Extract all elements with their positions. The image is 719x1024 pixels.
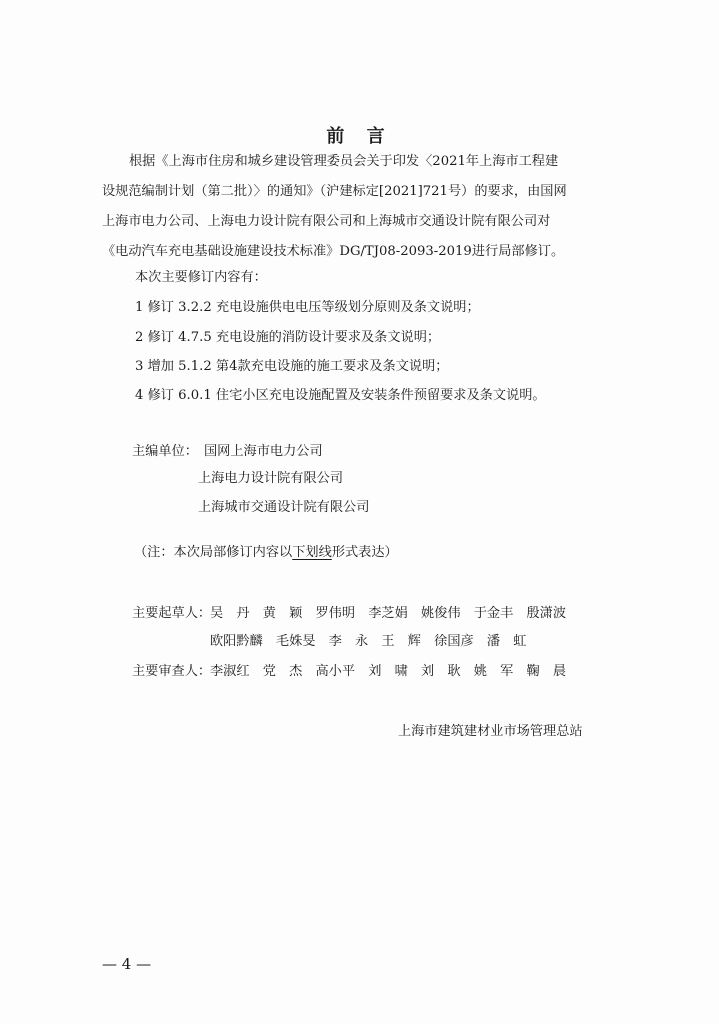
page-number: — 4 — (102, 955, 152, 973)
editor-unit: 上海城市交通设计院有限公司 (198, 500, 370, 515)
intro-line: 根据《上海市住房和城乡建设管理委员会关于印发〈2021年上海市工程建 (129, 154, 559, 169)
drafters-line: 欧阳黔麟 毛姝旻 李 永 王 辉 徐国彦 潘 虹 (210, 634, 527, 649)
revision-note (134, 541, 398, 560)
editor-units-label: 主编单位： (132, 444, 198, 459)
page-title: 前 言 (326, 126, 393, 147)
drafters-line: 吴 丹 黄 颖 罗伟明 李芝娟 姚俊伟 于金丰 殷潇波 (210, 606, 567, 621)
revision-item: 3 增加 5.1.2 第4款充电设施的施工要求及条文说明； (135, 359, 449, 374)
intro-line: 《电动汽车充电基础设施建设技术标准》DG/TJ08-2093-2019进行局部修订。 (102, 244, 565, 259)
note-suffix: 形式表达） (331, 545, 398, 560)
drafters-label: 主要起草人： (132, 606, 212, 621)
revision-item: 4 修订 6.0.1 住宅小区充电设施配置及安装条件预留要求及条文说明。 (135, 388, 546, 403)
intro-line: 设规范编制计划（第二批）〉的通知》（沪建标定[2021]721号）的要求，由国网 (102, 184, 567, 199)
note-prefix: （注：本次局部修订内容以 (134, 545, 293, 560)
note-underlined: 下划线 (292, 545, 332, 560)
issuer: 上海市建筑建材业市场管理总站 (398, 724, 583, 739)
revision-item: 2 修订 4.7.5 充电设施的消防设计要求及条文说明； (135, 330, 441, 345)
intro-line: 上海市电力公司、上海电力设计院有限公司和上海城市交通设计院有限公司对 (102, 214, 551, 229)
revisions-intro: 本次主要修订内容有： (135, 270, 267, 285)
editor-unit: 国网上海市电力公司 (204, 444, 323, 459)
editor-unit: 上海电力设计院有限公司 (198, 471, 344, 486)
revision-item: 1 修订 3.2.2 充电设施供电电压等级划分原则及条文说明； (135, 300, 480, 315)
reviewers-label: 主要审查人： (132, 664, 212, 679)
intro-paragraph (102, 147, 602, 267)
reviewers-line: 李淑红 党 杰 高小平 刘 啸 刘 耿 姚 军 鞠 晨 (210, 664, 567, 679)
